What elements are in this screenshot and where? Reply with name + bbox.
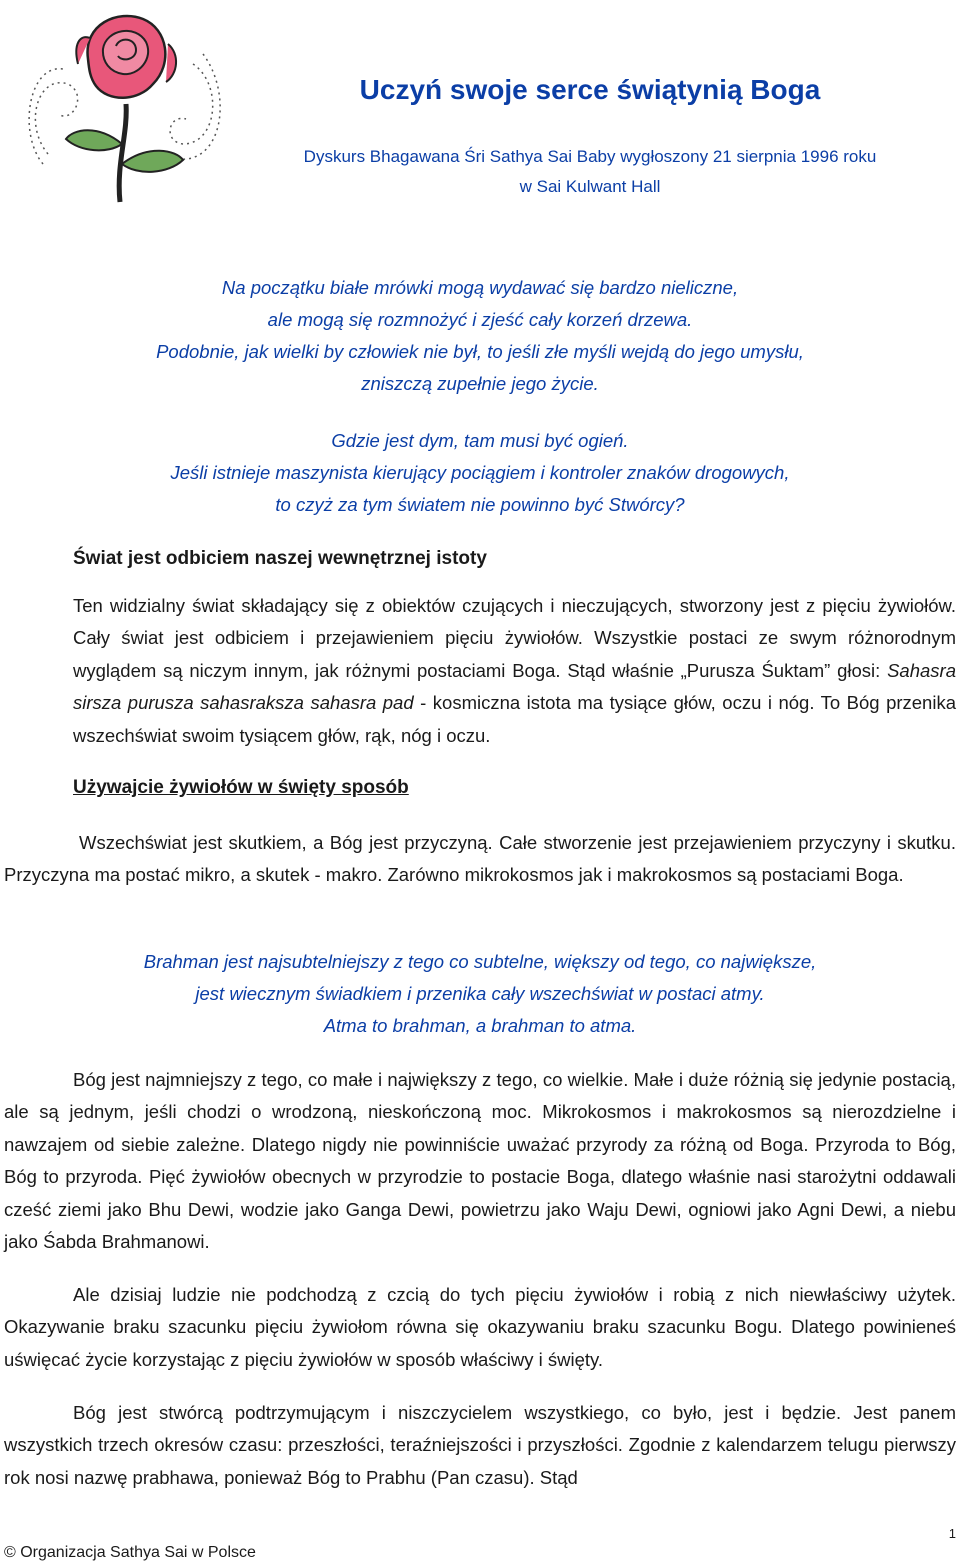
quote-block-2 [40,425,920,521]
quote-line: jest wiecznym świadkiem i przenika cały wszechświat w postaci atmy. [195,983,765,1004]
quote-line: to czyż za tym światem nie powinno być Stwórcy? [275,494,685,515]
quote-line: Atma to brahman, a brahman to atma. [323,1015,637,1036]
paragraph-4: Ale dzisiaj ludzie nie podchodzą z czcią do tych pięciu żywiołów i robią z nich niewłaściwy użytek. Okazywanie braku szacunku pięciu żywiołom równa się okazywaniu braku szacunku Bogu. Dlatego powinieneś uświęcać życie korzystając z pięciu żywiołów w sposób właściwy i święty. [4,1284,956,1370]
subtitle-line: w Sai Kulwant Hall [519,177,661,196]
paragraph-text: - kosmiczna istota ma tysiące głów, oczu i nóg. To Bóg przenika wszechświat swoim tysiącem głów, rąk, nóg i oczu. [73,692,956,746]
page-title: Uczyń swoje serce świątynią Boga [359,74,821,105]
quote-block-3 [40,946,920,1042]
paragraph-text: Ten widzialny świat składający się z obiektów czujących i nieczujących, stworzony jest z pięciu żywiołów. Cały świat jest odbiciem i przejawieniem pięciu żywiołów. Wszystkie postaci ze swym różnorodnym wyglądem są niczym innym, jak różnymi postaciami Boga. Stąd właśnie „Purusza Śuktam” głosi: [73,595,956,681]
section-heading-1: Świat jest odbiciem naszej wewnętrznej istoty [73,548,487,569]
quote-line: Na początku białe mrówki mogą wydawać się bardzo nieliczne, [221,277,739,298]
quote-line: Gdzie jest dym, tam musi być ogień. [331,430,629,451]
footer-copyright: © Organizacja Sathya Sai w Polsce [4,1544,256,1561]
paragraph-3: Bóg jest najmniejszy z tego, co małe i największy z tego, co wielkie. Małe i duże różnią się jedynie postacią, ale są jednym, jeśli chodzi o wrodzoną, nieskończoną moc. Mikrokosmos i makrokosmos są nierozdzielne i nawzajem od siebie zależne. Dlatego nigdy nie powinniście uważać przyrody za różną od Boga. Przyroda to Bóg, Bóg to przyroda. Pięć żywiołów obecnych w przyrodzie to postacie Boga, dlatego właśnie nasi starożytni oddawali cześć ziemi jako Bhu Dewi, wodzie jako Ganga Dewi, powietrzu jako Waju Dewi, ogniowi jako Agni Dewi, a niebu jako Śabda Brahmanowi. [4,1069,956,1253]
section-heading-2: Używajcie żywiołów w święty sposób [73,777,409,798]
paragraph-2: Wszechświat jest skutkiem, a Bóg jest przyczyną. Całe stworzenie jest przejawieniem przyczyny i skutku. Przyczyna ma postać mikro, a skutek - makro. Zarówno mikrokosmos jak i makrokosmos są postaciami Boga. [4,832,956,886]
subtitle [250,142,930,202]
subtitle-line: Dyskurs Bhagawana Śri Sathya Sai Baby wygłoszony 21 sierpnia 1996 roku [303,147,877,166]
quote-line: zniszczą zupełnie jego życie. [361,373,599,394]
quote-line: Podobnie, jak wielki by człowiek nie był, to jeśli złe myśli wejdą do jego umysłu, [156,341,804,362]
mantra-text: Sahasra sirsza purusza sahasraksza sahasra pad [73,659,956,714]
quote-line: Brahman jest najsubtelniejszy z tego co subtelne, większy od tego, co największe, [143,951,817,972]
page-number: 1 [948,1526,956,1541]
paragraph-5: Bóg jest stwórcą podtrzymującym i niszczycielem wszystkiego, co było, jest i będzie. Jest panem wszystkich trzech okresów czasu: przeszłości, teraźniejszości i przyszłości. Zgodnie z kalendarzem telugu pierwszy rok nosi nazwę prabhawa, ponieważ Bóg to Prabhu (Pan czasu). Stąd [4,1402,956,1488]
quote-block-1 [40,272,920,400]
paragraph-1 [4,590,956,752]
quote-line: Jeśli istnieje maszynista kierujący pociągiem i kontroler znaków drogowych, [170,462,790,483]
quote-line: ale mogą się rozmnożyć i zjeść cały korzeń drzewa. [267,309,693,330]
rose-illustration [18,4,228,204]
